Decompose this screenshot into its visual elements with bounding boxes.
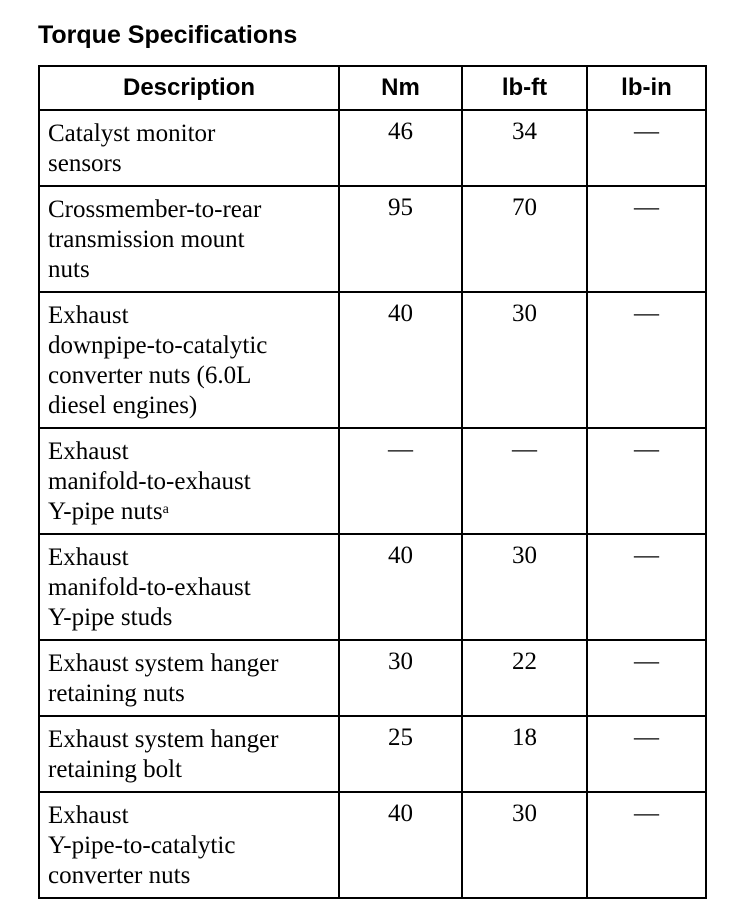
cell-lbft: 18 — [462, 716, 587, 792]
cell-lbin: — — [587, 716, 706, 792]
description-line: manifold-to-exhaust — [48, 574, 251, 601]
cell-nm: 46 — [339, 110, 462, 186]
description-line: Catalyst monitor — [48, 120, 216, 147]
cell-description — [39, 534, 339, 640]
table-body — [39, 110, 706, 898]
header-nm: Nm — [339, 66, 462, 110]
cell-nm: 40 — [339, 792, 462, 898]
description-line: Y-pipe nuts$^a$ — [48, 498, 169, 525]
cell-description — [39, 292, 339, 428]
cell-lbft: 30 — [462, 292, 587, 428]
description-line: Y-pipe studs — [48, 604, 173, 631]
description-line: transmission mount — [48, 226, 245, 253]
description-line: retaining bolt — [48, 756, 182, 783]
description-line: Exhaust — [48, 802, 129, 829]
cell-lbin: — — [587, 428, 706, 534]
cell-lbin: — — [587, 640, 706, 716]
table-row — [39, 640, 706, 716]
table-row — [39, 428, 706, 534]
description-line: Exhaust — [48, 302, 129, 329]
footnote-marker: a — [162, 502, 169, 517]
cell-lbin: — — [587, 110, 706, 186]
cell-nm: 40 — [339, 292, 462, 428]
description-line: nuts — [48, 256, 90, 283]
cell-lbin: — — [587, 292, 706, 428]
description-line: converter nuts — [48, 862, 191, 889]
table-row — [39, 186, 706, 292]
cell-description — [39, 428, 339, 534]
cell-lbft: 70 — [462, 186, 587, 292]
description-line: diesel engines) — [48, 392, 198, 419]
description-line: downpipe-to-catalytic — [48, 332, 268, 359]
cell-lbft: 22 — [462, 640, 587, 716]
table-row — [39, 110, 706, 186]
description-line: Exhaust system hanger — [48, 726, 279, 753]
cell-nm: 30 — [339, 640, 462, 716]
description-line: Exhaust — [48, 438, 129, 465]
cell-description — [39, 186, 339, 292]
page-title: Torque Specifications — [38, 21, 298, 49]
cell-lbin: — — [587, 792, 706, 898]
description-line: retaining nuts — [48, 680, 185, 707]
cell-lbft: 34 — [462, 110, 587, 186]
cell-nm: 25 — [339, 716, 462, 792]
cell-description — [39, 792, 339, 898]
cell-description — [39, 640, 339, 716]
description-line: Exhaust system hanger — [48, 650, 279, 677]
cell-lbft: — — [462, 428, 587, 534]
cell-lbft: 30 — [462, 534, 587, 640]
torque-spec-table — [38, 65, 707, 899]
description-line: manifold-to-exhaust — [48, 468, 251, 495]
cell-nm: 95 — [339, 186, 462, 292]
cell-nm: 40 — [339, 534, 462, 640]
header-lbft: lb-ft — [462, 66, 587, 110]
cell-lbft: 30 — [462, 792, 587, 898]
table-row — [39, 534, 706, 640]
cell-description — [39, 716, 339, 792]
cell-lbin: — — [587, 186, 706, 292]
description-line: converter nuts (6.0L — [48, 362, 252, 389]
header-lbin: lb-in — [587, 66, 706, 110]
description-line: Exhaust — [48, 544, 129, 571]
description-line: Crossmember-to-rear — [48, 196, 262, 223]
description-line: Y-pipe-to-catalytic — [48, 832, 236, 859]
header-description: Description — [39, 66, 339, 110]
table-header-row — [39, 66, 706, 110]
cell-lbin: — — [587, 534, 706, 640]
cell-nm: — — [339, 428, 462, 534]
table-row — [39, 716, 706, 792]
description-line: sensors — [48, 150, 122, 177]
cell-description — [39, 110, 339, 186]
table-row — [39, 792, 706, 898]
table-row — [39, 292, 706, 428]
